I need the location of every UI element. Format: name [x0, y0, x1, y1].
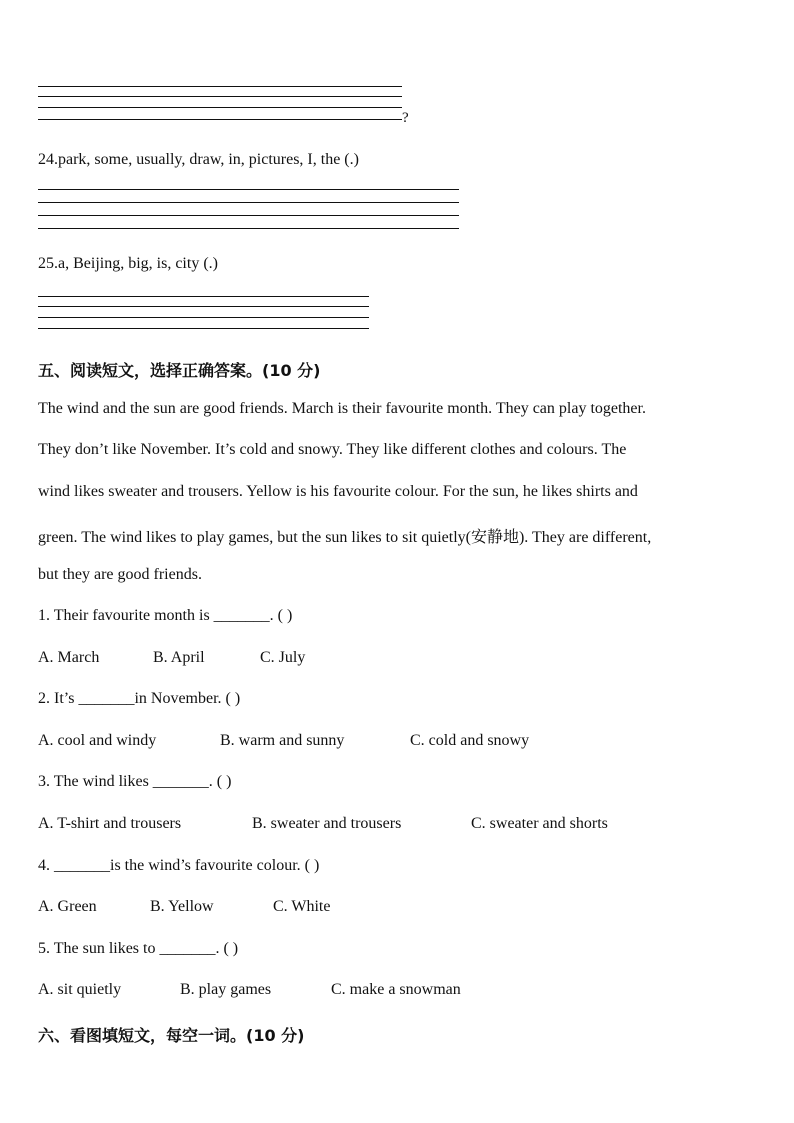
answer-line — [38, 306, 369, 307]
option-b[interactable]: B. Yellow — [150, 898, 214, 915]
answer-line — [38, 317, 369, 318]
option-b[interactable]: B. sweater and trousers — [252, 815, 402, 832]
option-a[interactable]: A. cool and windy — [38, 732, 157, 749]
question-stem-1: 1. Their favourite month is _______. ( ) — [38, 607, 293, 624]
answer-line — [38, 107, 402, 108]
answer-line — [38, 296, 369, 297]
question-24: 24.park, some, usually, draw, in, pictures, I, the (.) — [38, 151, 359, 168]
option-c[interactable]: C. make a snowman — [331, 981, 461, 998]
option-b[interactable]: B. warm and sunny — [220, 732, 345, 749]
passage-line: wind likes sweater and trousers. Yellow is his favourite colour. For the sun, he likes shirts and — [38, 483, 638, 500]
answer-line — [38, 328, 369, 329]
passage-line: They don’t like November. It’s cold and snowy. They like different clothes and colours. The — [38, 441, 627, 458]
question-stem-2: 2. It’s _______in November. ( ) — [38, 690, 241, 707]
option-c[interactable]: C. July — [260, 649, 306, 666]
answer-line — [38, 202, 459, 203]
answer-line — [38, 96, 402, 97]
question-25: 25.a, Beijing, big, is, city (.) — [38, 255, 218, 272]
option-a[interactable]: A. March — [38, 649, 100, 666]
passage-line: green. The wind likes to play games, but the sun likes to sit quietly(安静地). They are different, — [38, 529, 652, 546]
option-b[interactable]: B. April — [153, 649, 205, 666]
passage-line: but they are good friends. — [38, 566, 202, 583]
option-c[interactable]: C. White — [273, 898, 331, 915]
option-a[interactable]: A. Green — [38, 898, 97, 915]
answer-line — [38, 86, 402, 87]
section-5-title: 五、阅读短文，选择正确答案。(10 分) — [38, 361, 321, 380]
answer-line — [38, 228, 459, 229]
answer-line — [38, 119, 402, 120]
option-c[interactable]: C. sweater and shorts — [471, 815, 608, 832]
answer-line — [38, 215, 459, 216]
option-a[interactable]: A. T-shirt and trousers — [38, 815, 182, 832]
question-stem-3: 3. The wind likes _______. ( ) — [38, 773, 232, 790]
option-c[interactable]: C. cold and snowy — [410, 732, 530, 749]
answer-line — [38, 189, 459, 190]
answer-end-mark: ? — [402, 110, 409, 126]
section-6-title: 六、看图填短文，每空一词。(10 分) — [38, 1026, 305, 1045]
passage-line: The wind and the sun are good friends. March is their favourite month. They can play together. — [38, 400, 646, 417]
question-stem-5: 5. The sun likes to _______. ( ) — [38, 940, 239, 957]
question-stem-4: 4. _______is the wind’s favourite colour. ( ) — [38, 857, 320, 874]
option-b[interactable]: B. play games — [180, 981, 272, 998]
option-a[interactable]: A. sit quietly — [38, 981, 122, 998]
